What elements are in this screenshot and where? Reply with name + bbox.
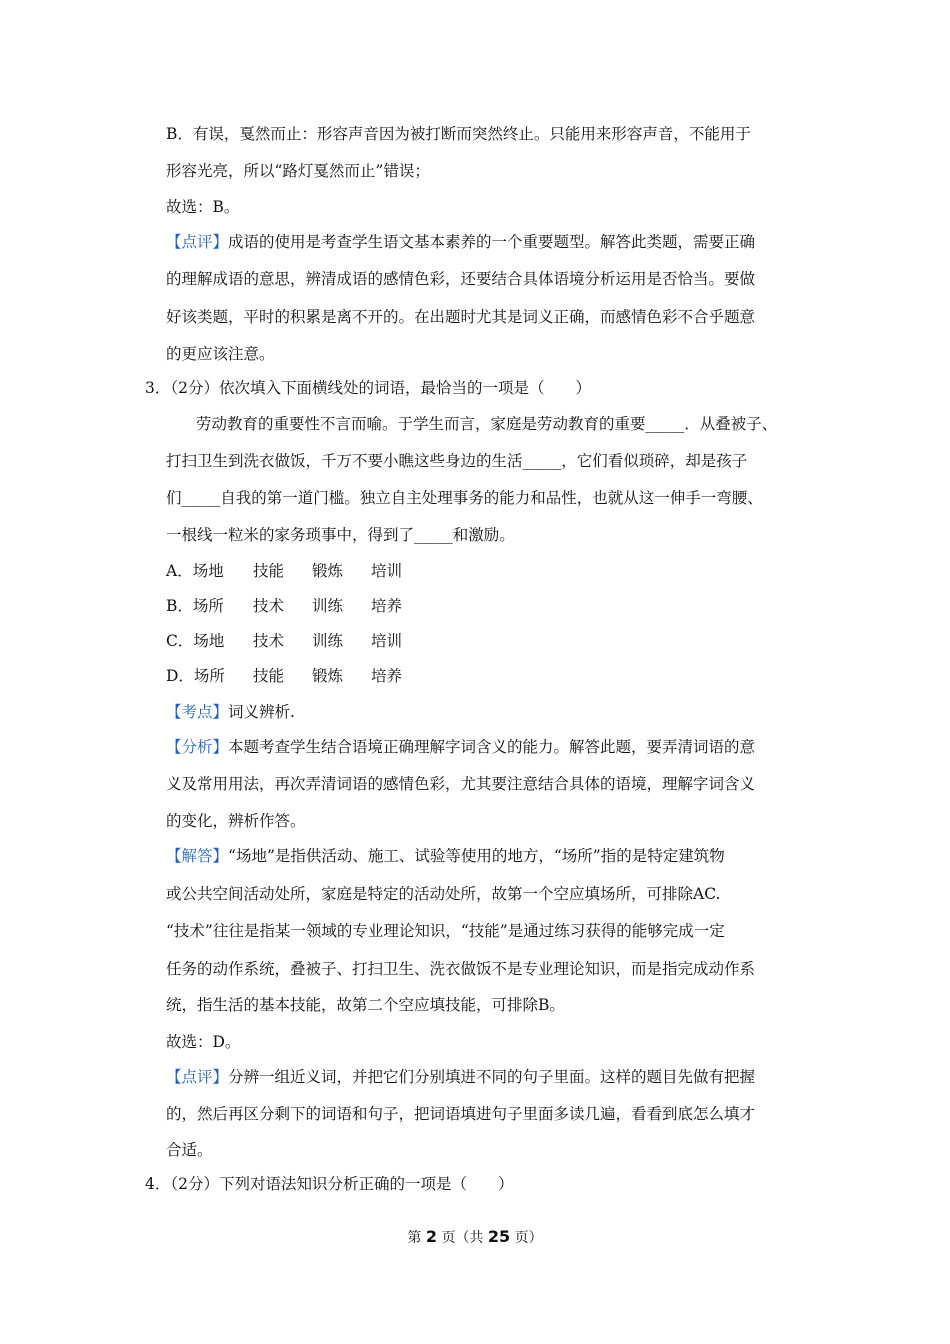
comment-line [166, 1139, 816, 1161]
page-number: 2 [425, 1227, 437, 1246]
line-text: 打扫卫生到洗衣做饭，千万不要小瞧这些身边的生活_____，它们看似琐碎，却是孩子 [166, 452, 748, 470]
line-text: “场地”是指供活动、施工、试验等使用的地方，“场所”指的是特定建筑物 [228, 847, 725, 865]
passage-line [166, 487, 816, 509]
option-label: C．场地 [166, 632, 225, 650]
option-word: 锻炼 [312, 562, 344, 580]
solution-line [166, 958, 816, 980]
line-text: 好该类题，平时的积累是离不开的。在出题时尤其是词义正确，而感情色彩不合乎题意 [166, 308, 756, 326]
line-text: 任务的动作系统，叠被子、打扫卫生、洗衣做饭不是专业理论知识，而是指完成动作系 [166, 960, 756, 978]
line-text: 合适。 [166, 1141, 213, 1159]
option-a [166, 560, 816, 582]
line-text: 或公共空间活动处所，家庭是特定的活动处所，故第一个空应填场所，可排除AC. [166, 885, 721, 903]
footer-middle: 页（共 [441, 1230, 484, 1246]
line-text: 们_____自我的第一道门槛。独立自主处理事务的能力和品性，也就从这一伸手一弯腰、 [166, 489, 763, 507]
knowledge-point-tag: 【考点】 [166, 703, 229, 721]
option-word: 锻炼 [312, 667, 344, 685]
answer-choice-line [166, 196, 816, 218]
line-text: 分辨一组近义词，并把它们分别填进不同的句子里面。这样的题目先做有把握 [228, 1068, 756, 1086]
comment-line [166, 268, 816, 290]
question-stem [145, 1173, 795, 1195]
analysis-line [166, 736, 816, 758]
option-word: 训练 [312, 597, 344, 615]
solution-line [166, 920, 816, 942]
answer-line [166, 160, 816, 182]
line-text: 的理解成语的意思，辨清成语的感情色彩，还要结合具体语境分析运用是否恰当。要做 [166, 270, 756, 288]
option-word: 培养 [371, 667, 403, 685]
passage-line [196, 413, 846, 435]
line-text: 的更应该注意。 [166, 345, 275, 363]
analysis-line [166, 810, 816, 832]
option-b [166, 595, 816, 617]
option-word: 培训 [371, 632, 403, 650]
line-text: 一根线一粒米的家务琐事中，得到了_____和激励。 [166, 526, 515, 544]
line-text: “技术”往往是指某一领域的专业理论知识，“技能”是通过练习获得的能够完成一定 [166, 922, 725, 940]
option-word: 培训 [371, 562, 403, 580]
line-text: 的，然后再区分剩下的词语和句子，把词语填进句子里面多读几遍，看看到底怎么填才 [166, 1105, 756, 1123]
comment-tag: 【点评】 [166, 233, 229, 251]
line-text: 故选：B。 [166, 198, 240, 216]
option-word: 训练 [312, 632, 344, 650]
comment-line [166, 1066, 816, 1088]
comment-line [166, 231, 816, 253]
footer-prefix: 第 [407, 1230, 422, 1246]
option-word: 技能 [253, 562, 285, 580]
footer-suffix: 页） [514, 1230, 543, 1246]
analysis-tag: 【分析】 [166, 738, 229, 756]
line-text: 3．（2分）依次填入下面横线处的词语，最恰当的一项是（ ） [145, 379, 591, 397]
comment-line [166, 343, 816, 365]
solution-line [166, 883, 816, 905]
line-text: 故选：D。 [166, 1033, 241, 1051]
option-word: 培养 [371, 597, 403, 615]
option-label: B．场所 [166, 597, 224, 615]
comment-tag: 【点评】 [166, 1068, 229, 1086]
line-text: 的变化，辨析作答。 [166, 812, 306, 830]
solution-tag: 【解答】 [166, 847, 229, 865]
option-d [166, 665, 816, 687]
option-word: 技术 [253, 597, 285, 615]
comment-line [166, 306, 816, 328]
line-text: 成语的使用是考查学生语文基本素养的一个重要题型。解答此类题，需要正确 [228, 233, 756, 251]
line-text: 词义辨析. [228, 703, 295, 721]
knowledge-point-line [166, 701, 816, 723]
passage-line [166, 450, 816, 472]
page-footer [0, 1226, 950, 1249]
option-word: 技能 [253, 667, 285, 685]
solution-line [166, 994, 816, 1016]
answer-choice-line [166, 1031, 816, 1053]
line-text: 形容光亮，所以“路灯戛然而止”错误； [166, 162, 430, 180]
total-pages: 25 [487, 1227, 511, 1246]
line-text: 劳动教育的重要性不言而喻。于学生而言，家庭是劳动教育的重要_____．从叠被子、 [196, 415, 778, 433]
passage-line [166, 524, 816, 546]
option-label: A．场地 [166, 562, 224, 580]
line-text: 义及常用用法，再次弄清词语的感情色彩，尤其要注意结合具体的语境，理解字词含义 [166, 775, 756, 793]
option-word: 技术 [253, 632, 285, 650]
option-c [166, 630, 816, 652]
comment-line [166, 1103, 816, 1125]
analysis-line [166, 773, 816, 795]
question-stem [145, 377, 795, 399]
line-text: 4．（2分）下列对语法知识分析正确的一项是（ ） [145, 1175, 514, 1193]
answer-line [166, 123, 816, 145]
solution-line [166, 845, 816, 867]
option-label: D．场所 [166, 667, 225, 685]
line-text: 统，指生活的基本技能，故第二个空应填技能，可排除B。 [166, 996, 565, 1014]
line-text: B．有误，戛然而止：形容声音因为被打断而突然终止。只能用来形容声音，不能用于 [166, 125, 751, 143]
line-text: 本题考查学生结合语境正确理解字词含义的能力。解答此题，要弄清词语的意 [228, 738, 756, 756]
